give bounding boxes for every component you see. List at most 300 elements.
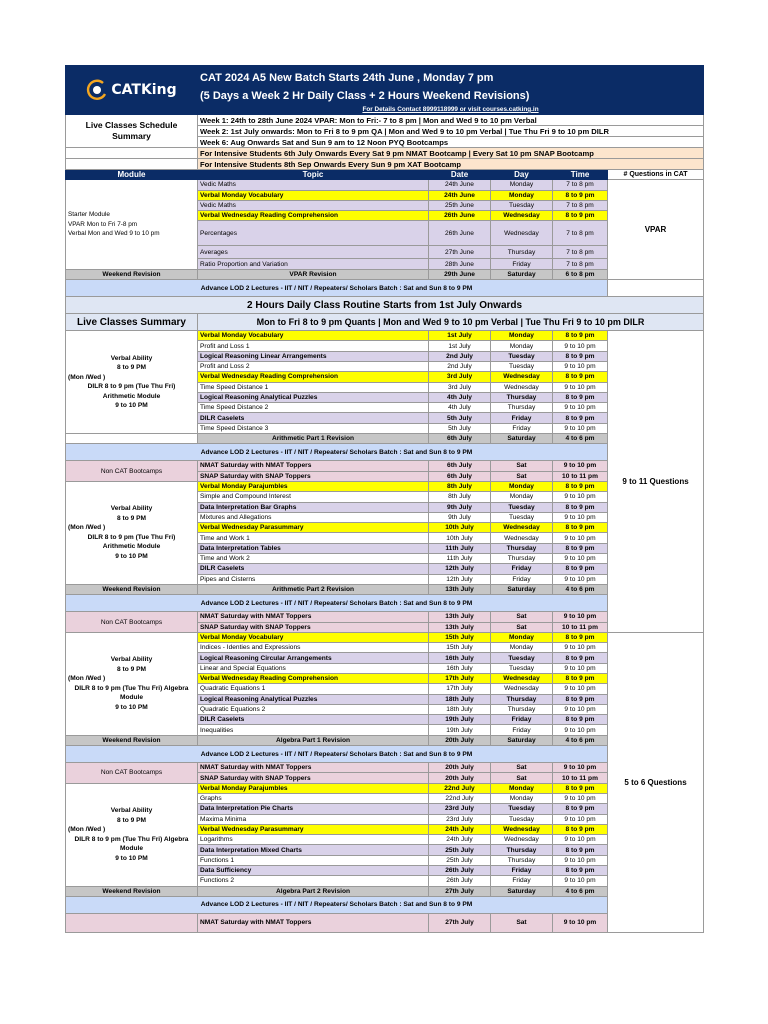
time: 8 to 9 pm	[553, 694, 608, 704]
time: 10 to 11 pm	[553, 471, 608, 481]
day: Monday	[491, 793, 553, 803]
day: Friday	[491, 715, 553, 725]
topic: Time and Work 1	[198, 533, 429, 543]
time: 9 to 10 pm	[553, 554, 608, 564]
time: 8 to 9 pm	[553, 673, 608, 683]
topic: Verbal Monday Vocabulary	[198, 190, 429, 200]
topic: Logical Reasoning Linear Arrangements	[198, 351, 429, 361]
routine-banner-row	[66, 297, 704, 314]
day: Sat	[491, 622, 553, 632]
day: Sat	[491, 913, 553, 932]
day: Wednesday	[491, 673, 553, 683]
catking-logo-icon	[86, 79, 108, 101]
date: 24th July	[429, 824, 491, 834]
topic: Verbal Wednesday Parasummary	[198, 824, 429, 834]
topic: Data Interpretation Mixed Charts	[198, 845, 429, 855]
topic: Mixtures and Allegations	[198, 512, 429, 522]
topic: Verbal Wednesday Reading Comprehension	[198, 211, 429, 221]
date: 4th July	[429, 392, 491, 402]
module-label: Verbal Ability	[110, 505, 153, 513]
topic: Verbal Wednesday Reading Comprehension	[198, 673, 429, 683]
date: 24th June	[429, 180, 491, 190]
module-label: Arithmetic Module	[102, 392, 161, 400]
topic: Time Speed Distance 1	[198, 382, 429, 392]
topic: Vedic Maths	[198, 180, 429, 190]
day: Friday	[491, 259, 553, 269]
date: 23rd July	[429, 814, 491, 824]
module-cell	[66, 331, 198, 434]
time: 4 to 6 pm	[553, 434, 608, 444]
date: 11th July	[429, 543, 491, 553]
module-label: Verbal Ability	[110, 656, 153, 664]
topic: Algebra Part 1 Revision	[198, 735, 429, 745]
date: 9th July	[429, 502, 491, 512]
time: 9 to 10 pm	[553, 361, 608, 371]
date: 12th July	[429, 564, 491, 574]
topic: Indices - Identies and Expressions	[198, 643, 429, 653]
date: 26th June	[429, 221, 491, 246]
time: 9 to 10 pm	[553, 461, 608, 471]
module-label: 9 to 10 PM	[115, 402, 148, 410]
date: 17th July	[429, 684, 491, 694]
day: Saturday	[491, 584, 553, 594]
time: 9 to 10 pm	[553, 876, 608, 886]
day: Wednesday	[491, 824, 553, 834]
lod-text: Advance LOD 2 Lectures - IIT / NIT / Repeaters/ Scholars Batch : Sat and Sun 8 to 9 PM	[66, 896, 608, 913]
day: Thursday	[491, 392, 553, 402]
topic: Profit and Loss 1	[198, 341, 429, 351]
day: Monday	[491, 783, 553, 793]
module-label: (Mon /Wed )	[68, 826, 106, 834]
table-row	[66, 180, 704, 190]
topic: Time Speed Distance 3	[198, 423, 429, 433]
time: 7 to 8 pm	[553, 246, 608, 259]
day: Thursday	[491, 704, 553, 714]
module-label: Starter Module	[68, 211, 110, 219]
module-label: VPAR Mon to Fri 7-8 pm	[68, 220, 138, 228]
questions-algebra: 5 to 6 Questions	[608, 632, 704, 932]
col-topic: Topic	[198, 170, 429, 180]
day: Saturday	[491, 735, 553, 745]
schedule-summary-label: Live Classes Schedule Summary	[66, 115, 198, 148]
date: 10th July	[429, 533, 491, 543]
topic: Data Interpretation Tables	[198, 543, 429, 553]
time: 9 to 10 pm	[553, 423, 608, 433]
date: 27th June	[429, 246, 491, 259]
day: Tuesday	[491, 361, 553, 371]
topic: Verbal Monday Parajumbles	[198, 783, 429, 793]
time: 7 to 8 pm	[553, 200, 608, 210]
date: 15th July	[429, 632, 491, 642]
day: Tuesday	[491, 351, 553, 361]
time: 8 to 9 pm	[553, 783, 608, 793]
date: 20th July	[429, 735, 491, 745]
day: Saturday	[491, 434, 553, 444]
module-cell	[66, 783, 198, 886]
topic: Quadratic Equations 1	[198, 684, 429, 694]
day: Sat	[491, 612, 553, 622]
date: 23rd July	[429, 804, 491, 814]
time: 8 to 9 pm	[553, 804, 608, 814]
date: 6th July	[429, 434, 491, 444]
time: 9 to 10 pm	[553, 913, 608, 932]
day: Thursday	[491, 403, 553, 413]
time: 9 to 10 pm	[553, 793, 608, 803]
date: 6th July	[429, 461, 491, 471]
topic: Graphs	[198, 793, 429, 803]
lod-row	[66, 280, 704, 297]
date: 27th July	[429, 913, 491, 932]
day: Wednesday	[491, 221, 553, 246]
day: Thursday	[491, 543, 553, 553]
module-label: Verbal Ability	[110, 807, 153, 815]
module-label: Weekend Revision	[66, 886, 198, 896]
day: Monday	[491, 492, 553, 502]
day: Friday	[491, 876, 553, 886]
topic: DILR Caselets	[198, 413, 429, 423]
time: 7 to 8 pm	[553, 259, 608, 269]
date: 13th July	[429, 612, 491, 622]
date: 3rd July	[429, 372, 491, 382]
time: 7 to 8 pm	[553, 221, 608, 246]
topic: Logical Reasoning Analytical Puzzles	[198, 694, 429, 704]
module-cell	[66, 632, 198, 735]
topic: Algebra Part 2 Revision	[198, 886, 429, 896]
topic: Pipes and Cisterns	[198, 574, 429, 584]
time: 8 to 9 pm	[553, 632, 608, 642]
date: 1st July	[429, 341, 491, 351]
questions-vpar: VPAR	[608, 180, 704, 280]
topic: Quadratic Equations 2	[198, 704, 429, 714]
topic: Ratio Proportion and Variation	[198, 259, 429, 269]
topic: Arithmetic Part 1 Revision	[198, 434, 429, 444]
date: 17th July	[429, 673, 491, 683]
day: Wednesday	[491, 382, 553, 392]
time: 6 to 8 pm	[553, 269, 608, 279]
day: Wednesday	[491, 211, 553, 221]
date: 10th July	[429, 523, 491, 533]
lod-text: Advance LOD 2 Lectures - IIT / NIT / Repeaters/ Scholars Batch : Sat and Sun 8 to 9 PM	[66, 595, 608, 612]
time: 9 to 10 pm	[553, 341, 608, 351]
topic: Verbal Monday Parajumbles	[198, 481, 429, 491]
day: Thursday	[491, 855, 553, 865]
date: 19th July	[429, 715, 491, 725]
module-label: DILR 8 to 9 pm (Tue Thu Fri) Algebra Module	[74, 835, 189, 853]
day: Wednesday	[491, 684, 553, 694]
date: 9th July	[429, 512, 491, 522]
time: 8 to 9 pm	[553, 866, 608, 876]
time: 9 to 10 pm	[553, 663, 608, 673]
time: 9 to 10 pm	[553, 704, 608, 714]
questions-arithmetic: 9 to 11 Questions	[608, 331, 704, 633]
day: Tuesday	[491, 804, 553, 814]
time: 8 to 9 pm	[553, 824, 608, 834]
date: 25th July	[429, 845, 491, 855]
col-time: Time	[553, 170, 608, 180]
date: 20th July	[429, 763, 491, 773]
day: Thursday	[491, 845, 553, 855]
module-label: 8 to 9 PM	[117, 364, 146, 372]
schedule-table	[65, 65, 704, 933]
date: 18th July	[429, 694, 491, 704]
date: 24th July	[429, 835, 491, 845]
day: Thursday	[491, 554, 553, 564]
module-label: DILR 8 to 9 pm (Tue Thu Fri)	[87, 533, 176, 541]
time: 9 to 10 pm	[553, 382, 608, 392]
time: 9 to 10 pm	[553, 684, 608, 694]
date: 28th June	[429, 259, 491, 269]
info-line: For Intensive Students 6th July Onwards Every Sat 9 pm NMAT Bootcamp | Every Sat 10 pm SNAP Bootcamp	[198, 148, 704, 159]
date: 15th July	[429, 643, 491, 653]
topic: Percentages	[198, 221, 429, 246]
day: Thursday	[491, 694, 553, 704]
time: 9 to 10 pm	[553, 403, 608, 413]
day: Friday	[491, 574, 553, 584]
day: Monday	[491, 341, 553, 351]
topic: Time and Work 2	[198, 554, 429, 564]
date: 16th July	[429, 663, 491, 673]
date: 22nd July	[429, 783, 491, 793]
date: 19th July	[429, 725, 491, 735]
time: 9 to 10 pm	[553, 763, 608, 773]
module-label: DILR 8 to 9 pm (Tue Thu Fri)	[87, 383, 176, 391]
day: Tuesday	[491, 512, 553, 522]
module-label: Weekend Revision	[66, 269, 198, 279]
date: 13th July	[429, 584, 491, 594]
time: 9 to 10 pm	[553, 725, 608, 735]
logo	[66, 66, 198, 115]
column-header-row	[66, 170, 704, 180]
col-questions: # Questions in CAT	[608, 170, 704, 180]
date: 22nd July	[429, 793, 491, 803]
date: 29th June	[429, 269, 491, 279]
topic: Data Interpretation Bar Graphs	[198, 502, 429, 512]
time: 4 to 6 pm	[553, 886, 608, 896]
day: Friday	[491, 564, 553, 574]
time: 8 to 9 pm	[553, 392, 608, 402]
module-label: Arithmetic Module	[102, 543, 161, 551]
module-label: 8 to 9 PM	[117, 665, 146, 673]
lod-text: Advance LOD 2 Lectures - IIT / NIT / Repeaters/ Scholars Batch : Sat and Sun 8 to 9 PM	[66, 746, 608, 763]
topic: NMAT Saturday with NMAT Toppers	[198, 763, 429, 773]
lod-text: Advance LOD 2 Lectures - IIT / NIT / Repeaters/ Scholars Batch : Sat and Sun 8 to 9 PM	[66, 444, 608, 461]
topic: Verbal Monday Vocabulary	[198, 632, 429, 642]
bootcamp-label: Non CAT Bootcamps	[66, 763, 198, 784]
info-line: Week 6: Aug Onwards Sat and Sun 9 am to 12 Noon PYQ Bootcamps	[198, 137, 704, 148]
topic: DILR Caselets	[198, 715, 429, 725]
topic: Vedic Maths	[198, 200, 429, 210]
topic: Functions 2	[198, 876, 429, 886]
time: 8 to 9 pm	[553, 502, 608, 512]
topic: Logarithms	[198, 835, 429, 845]
time: 9 to 10 pm	[553, 533, 608, 543]
topic: Verbal Wednesday Parasummary	[198, 523, 429, 533]
day: Tuesday	[491, 653, 553, 663]
date: 24th June	[429, 190, 491, 200]
module-label: 9 to 10 PM	[115, 552, 148, 560]
time: 4 to 6 pm	[553, 735, 608, 745]
day: Wednesday	[491, 523, 553, 533]
topic: SNAP Saturday with SNAP Toppers	[198, 773, 429, 783]
time: 9 to 10 pm	[553, 574, 608, 584]
topic: Logical Reasoning Circular Arrangements	[198, 653, 429, 663]
time: 9 to 10 pm	[553, 512, 608, 522]
starter-module-cell	[66, 180, 198, 269]
info-line: Week 1: 24th to 28th June 2024 VPAR: Mon to Fri:- 7 to 8 pm | Mon and Wed 9 to 10 pm Verbal	[198, 115, 704, 126]
day: Sat	[491, 461, 553, 471]
date: 6th July	[429, 471, 491, 481]
topic: Time Speed Distance 2	[198, 403, 429, 413]
time: 8 to 9 pm	[553, 211, 608, 221]
date: 5th July	[429, 413, 491, 423]
topic: Functions 1	[198, 855, 429, 865]
time: 9 to 10 pm	[553, 855, 608, 865]
day: Wednesday	[491, 372, 553, 382]
date: 3rd July	[429, 382, 491, 392]
day: Monday	[491, 643, 553, 653]
date: 11th July	[429, 554, 491, 564]
topic: Logical Reasoning Analytical Puzzles	[198, 392, 429, 402]
time: 8 to 9 pm	[553, 845, 608, 855]
topic: Inequalities	[198, 725, 429, 735]
col-day: Day	[491, 170, 553, 180]
date: 16th July	[429, 653, 491, 663]
day: Thursday	[491, 246, 553, 259]
time: 9 to 10 pm	[553, 814, 608, 824]
date: 4th July	[429, 403, 491, 413]
module-label: Weekend Revision	[66, 584, 198, 594]
time: 9 to 10 pm	[553, 643, 608, 653]
routine-banner: 2 Hours Daily Class Routine Starts from 1st July Onwards	[66, 297, 704, 314]
day: Tuesday	[491, 663, 553, 673]
table-row	[66, 632, 704, 642]
date: 18th July	[429, 704, 491, 714]
banner-line-1: CAT 2024 A5 New Batch Starts 24th June , Monday 7 pm	[198, 66, 704, 88]
module-label: Verbal Ability	[110, 354, 153, 362]
time: 8 to 9 pm	[553, 351, 608, 361]
day: Saturday	[491, 269, 553, 279]
module-cell	[66, 481, 198, 584]
topic: Verbal Wednesday Reading Comprehension	[198, 372, 429, 382]
table-row	[66, 331, 704, 341]
logo-text: CATKing	[111, 81, 177, 98]
date: 1st July	[429, 331, 491, 341]
module-label: (Mon /Wed )	[68, 524, 106, 532]
day: Friday	[491, 725, 553, 735]
live-summary-text: Mon to Fri 8 to 9 pm Quants | Mon and Wed 9 to 10 pm Verbal | Tue Thu Fri 9 to 10 pm DILR	[198, 314, 704, 331]
topic: Simple and Compound Interest	[198, 492, 429, 502]
date: 13th July	[429, 622, 491, 632]
contact-link[interactable]: For Details Contact 8999118999 or visit courses.catking.in	[198, 104, 704, 114]
time: 8 to 9 pm	[553, 564, 608, 574]
day: Sat	[491, 773, 553, 783]
day: Monday	[491, 190, 553, 200]
live-summary-row	[66, 314, 704, 331]
day: Monday	[491, 632, 553, 642]
topic: SNAP Saturday with SNAP Toppers	[198, 622, 429, 632]
day: Friday	[491, 866, 553, 876]
time: 8 to 9 pm	[553, 523, 608, 533]
date: 2nd July	[429, 361, 491, 371]
module-label: (Mon /Wed )	[68, 373, 106, 381]
time: 9 to 10 pm	[553, 835, 608, 845]
time: 8 to 9 pm	[553, 653, 608, 663]
time: 7 to 8 pm	[553, 180, 608, 190]
day: Monday	[491, 331, 553, 341]
time: 4 to 6 pm	[553, 584, 608, 594]
topic: Verbal Monday Vocabulary	[198, 331, 429, 341]
day: Monday	[491, 481, 553, 491]
topic: Averages	[198, 246, 429, 259]
time: 8 to 9 pm	[553, 372, 608, 382]
date: 26th July	[429, 866, 491, 876]
day: Wednesday	[491, 533, 553, 543]
day: Saturday	[491, 886, 553, 896]
time: 8 to 9 pm	[553, 190, 608, 200]
topic: DILR Caselets	[198, 564, 429, 574]
topic: NMAT Saturday with NMAT Toppers	[198, 461, 429, 471]
day: Sat	[491, 763, 553, 773]
info-line: Week 2: 1st July onwards: Mon to Fri 8 to 9 pm QA | Mon and Wed 9 to 10 pm Verbal | Tue Thu Fri 9 to 10 pm DILR	[198, 126, 704, 137]
date: 26th July	[429, 876, 491, 886]
topic: Profit and Loss 2	[198, 361, 429, 371]
date: 26th June	[429, 211, 491, 221]
date: 8th July	[429, 481, 491, 491]
col-date: Date	[429, 170, 491, 180]
module-label: (Mon /Wed )	[68, 675, 106, 683]
day: Tuesday	[491, 200, 553, 210]
col-module: Module	[66, 170, 198, 180]
time: 8 to 9 pm	[553, 413, 608, 423]
date: 12th July	[429, 574, 491, 584]
date: 25th July	[429, 855, 491, 865]
date: 20th July	[429, 773, 491, 783]
module-label: 9 to 10 PM	[115, 854, 148, 862]
banner-line-2: (5 Days a Week 2 Hr Daily Class + 2 Hours Weekend Revisions)	[198, 87, 704, 104]
time: 10 to 11 pm	[553, 622, 608, 632]
time: 10 to 11 pm	[553, 773, 608, 783]
lod-text: Advance LOD 2 Lectures - IIT / NIT / Repeaters/ Scholars Batch : Sat and Sun 8 to 9 PM	[66, 280, 608, 297]
date: 5th July	[429, 423, 491, 433]
time: 8 to 9 pm	[553, 543, 608, 553]
info-line: For Intensive Students 8th Sep Onwards Every Sun 9 pm XAT Bootcamp	[198, 159, 704, 170]
day: Monday	[491, 180, 553, 190]
day: Tuesday	[491, 814, 553, 824]
bootcamp-label: Non CAT Bootcamps	[66, 612, 198, 633]
header-banner	[66, 66, 704, 88]
topic: Data Sufficiency	[198, 866, 429, 876]
date: 25th June	[429, 200, 491, 210]
module-label: 8 to 9 PM	[117, 816, 146, 824]
time: 8 to 9 pm	[553, 481, 608, 491]
live-summary-label: Live Classes Summary	[66, 314, 198, 331]
time: 8 to 9 pm	[553, 715, 608, 725]
module-label: DILR 8 to 9 pm (Tue Thu Fri) Algebra Module	[74, 684, 189, 702]
day: Sat	[491, 471, 553, 481]
date: 27th July	[429, 886, 491, 896]
day: Tuesday	[491, 502, 553, 512]
date: 2nd July	[429, 351, 491, 361]
time: 8 to 9 pm	[553, 331, 608, 341]
topic: Arithmetic Part 2 Revision	[198, 584, 429, 594]
time: 9 to 10 pm	[553, 612, 608, 622]
topic: Data Interpretation Pie Charts	[198, 804, 429, 814]
module-label: 8 to 9 PM	[117, 514, 146, 522]
day: Friday	[491, 413, 553, 423]
date: 8th July	[429, 492, 491, 502]
topic: VPAR Revision	[198, 269, 429, 279]
day: Friday	[491, 423, 553, 433]
